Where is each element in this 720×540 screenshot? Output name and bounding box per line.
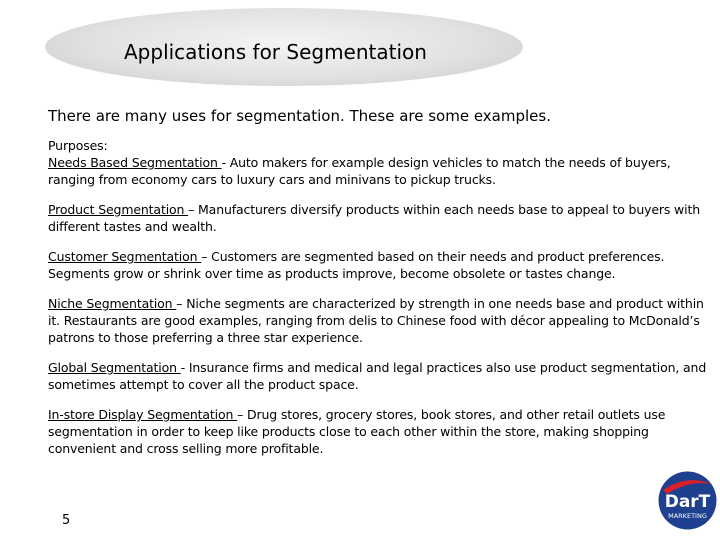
logo-graphic	[657, 470, 718, 531]
logo-tagline: MARKETING	[668, 512, 707, 520]
entry-text: – Customers are segmented based on their needs and product preferences. Segments grow or shrink over time as products improve, become obsolete or tastes change.	[48, 249, 665, 281]
intro-text: There are many uses for segmentation. These are some examples.	[48, 107, 551, 125]
page-number: 5	[62, 513, 71, 528]
entry-needs-based	[48, 154, 708, 188]
entry-title: In-store Display Segmentation	[48, 407, 238, 422]
entry-product	[48, 201, 708, 235]
entry-title: Global Segmentation	[48, 360, 181, 375]
entry-title: Product Segmentation	[48, 202, 189, 217]
entry-text: - Insurance firms and medical and legal practices also use product segmentation, and sometimes attempt to cover all the product space.	[48, 360, 707, 392]
logo-wordmark: DarT	[664, 492, 711, 512]
entry-customer	[48, 248, 708, 282]
entry-text: – Niche segments are characterized by strength in one needs base and product within it. Restaurants are good examples, ranging from delis to Chinese food with décor appealing to McDonald’s patrons to those preferring a three star experience.	[48, 296, 704, 345]
slide-title: Applications for Segmentation	[124, 40, 427, 64]
entry-title: Needs Based Segmentation	[48, 155, 222, 170]
entry-niche	[48, 295, 708, 346]
entry-text: – Drug stores, grocery stores, book stores, and other retail outlets use segmentation in order to keep like products close to each other within the store, making shopping convenient and cross selling more profitable.	[48, 407, 666, 456]
entry-title: Customer Segmentation	[48, 249, 202, 264]
entry-in-store-display	[48, 406, 708, 457]
slide-body	[48, 137, 708, 470]
entry-text: – Manufacturers diversify products within each needs base to appeal to buyers with different tastes and wealth.	[48, 202, 700, 234]
purposes-label: Purposes:	[48, 138, 108, 153]
dart-marketing-logo	[657, 470, 718, 531]
entry-title: Niche Segmentation	[48, 296, 177, 311]
entry-global	[48, 359, 708, 393]
entry-text: - Auto makers for example design vehicles to match the needs of buyers, ranging from economy cars to luxury cars and minivans to pickup trucks.	[48, 155, 671, 187]
